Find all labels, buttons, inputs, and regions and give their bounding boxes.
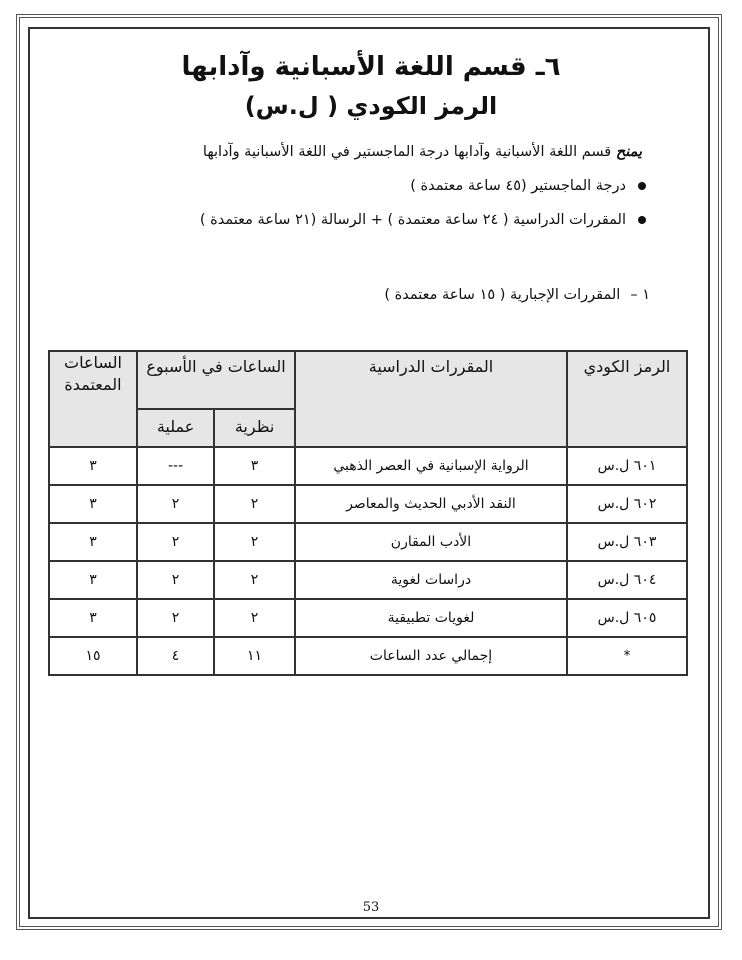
cell-credit: ٣ (49, 599, 137, 637)
cell-course: الرواية الإسبانية في العصر الذهبي (295, 447, 567, 485)
cell-code: ٦٠٥ ل.س (567, 599, 687, 637)
cell-course: دراسات لغوية (295, 561, 567, 599)
table-row (49, 599, 687, 637)
section-label: المقررات الإجبارية ( ١٥ ساعة معتمدة ) (384, 287, 621, 303)
intro-paragraph (203, 144, 642, 160)
header-credit-hours: الساعات المعتمدة (49, 351, 137, 447)
header-practical: عملية (137, 409, 214, 447)
section-number: ١ – (630, 287, 650, 303)
section-heading (384, 287, 650, 303)
cell-credit: ١٥ (49, 637, 137, 675)
table-row (49, 523, 687, 561)
cell-theory: ٢ (214, 561, 295, 599)
cell-theory: ٢ (214, 523, 295, 561)
cell-credit: ٣ (49, 485, 137, 523)
cell-theory: ٣ (214, 447, 295, 485)
cell-practical: ٢ (137, 561, 214, 599)
bullet-item (200, 212, 646, 228)
cell-credit: ٣ (49, 523, 137, 561)
cell-course: الأدب المقارن (295, 523, 567, 561)
table-row (49, 447, 687, 485)
page-title: ٦ـ قسم اللغة الأسبانية وآدابها (181, 52, 561, 82)
intro-lead: يمنح (615, 144, 642, 160)
cell-practical: ٢ (137, 523, 214, 561)
cell-course: إجمالي عدد الساعات (295, 637, 567, 675)
cell-practical: ٤ (137, 637, 214, 675)
cell-code: ٦٠٣ ل.س (567, 523, 687, 561)
cell-theory: ٢ (214, 485, 295, 523)
table-header-row (49, 351, 687, 409)
page-subtitle: الرمز الكودي ( ل.س) (244, 92, 498, 120)
courses-table (48, 350, 688, 676)
table-row (49, 485, 687, 523)
cell-code: ٦٠٤ ل.س (567, 561, 687, 599)
cell-code: ٦٠١ ل.س (567, 447, 687, 485)
bullet-text: المقررات الدراسية ( ٢٤ ساعة معتمدة ) + الرسالة (٢١ ساعة معتمدة ) (199, 212, 626, 228)
intro-text: قسم اللغة الأسبانية وآدابها درجة الماجستير في اللغة الأسبانية وآدابها (202, 144, 616, 160)
bullet-item (410, 178, 646, 194)
cell-theory: ٢ (214, 599, 295, 637)
bullet-icon (638, 182, 646, 190)
cell-practical: ٢ (137, 485, 214, 523)
header-code: الرمز الكودي (567, 351, 687, 447)
cell-credit: ٣ (49, 447, 137, 485)
cell-code: ٦٠٢ ل.س (567, 485, 687, 523)
cell-practical: ٢ (137, 599, 214, 637)
cell-course: النقد الأدبي الحديث والمعاصر (295, 485, 567, 523)
table-total-row (49, 637, 687, 675)
table-row (49, 561, 687, 599)
cell-course: لغويات تطبيقية (295, 599, 567, 637)
cell-practical: --- (137, 447, 214, 485)
cell-code: * (567, 637, 687, 675)
bullet-icon (638, 216, 646, 224)
cell-theory: ١١ (214, 637, 295, 675)
header-course: المقررات الدراسية (295, 351, 567, 447)
page-number: 53 (362, 900, 380, 915)
header-theory: نظرية (214, 409, 295, 447)
header-weekly-hours: الساعات في الأسبوع (137, 351, 295, 409)
bullet-text: درجة الماجستير (٤٥ ساعة معتمدة ) (410, 178, 626, 194)
cell-credit: ٣ (49, 561, 137, 599)
